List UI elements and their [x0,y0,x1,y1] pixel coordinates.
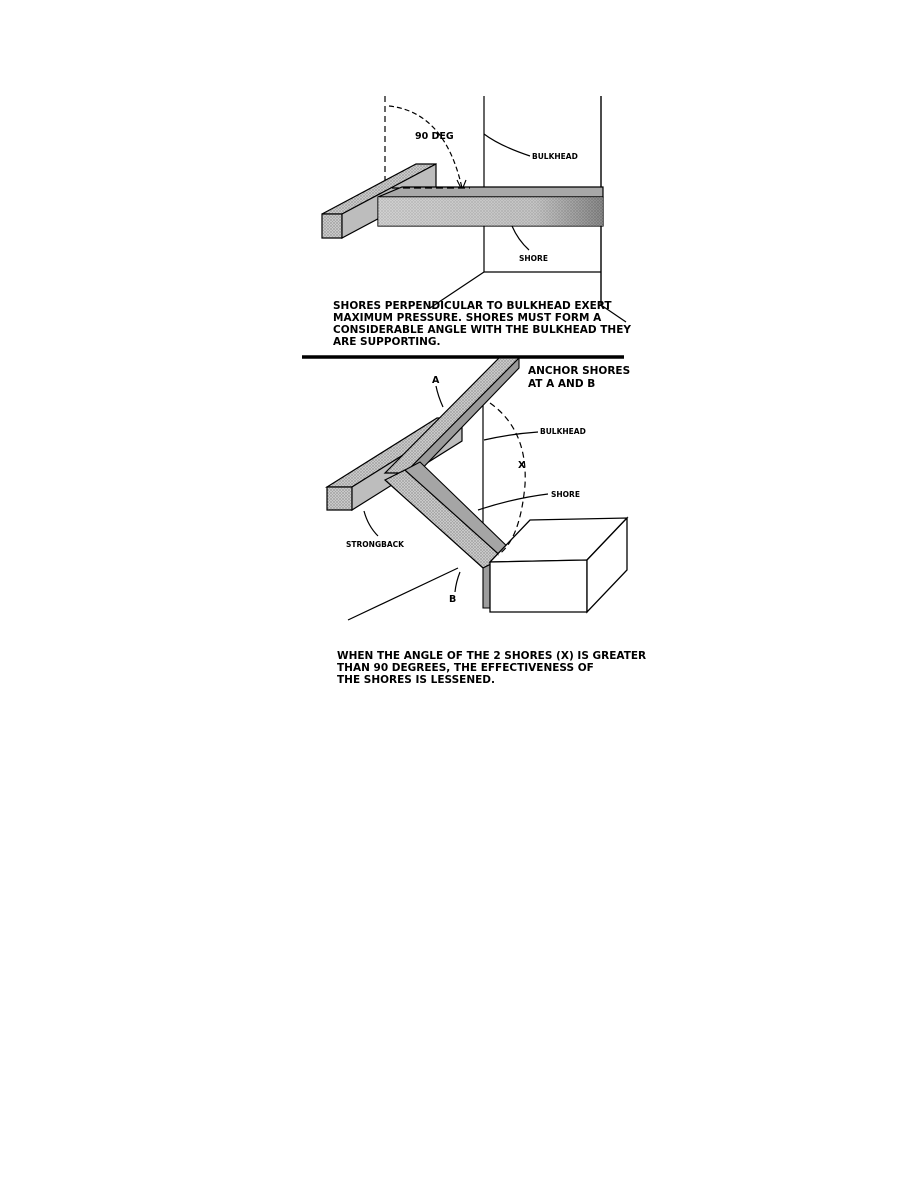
top-caption-line-4: ARE SUPPORTING. [333,336,441,348]
angle-x-label: X [518,460,526,471]
upper-shore-face [385,358,519,473]
strongback-end-face [322,214,342,238]
point-a-leader [436,386,443,407]
anchor-line-1: ANCHOR SHORES [528,365,631,377]
point-b-label: B [449,594,457,605]
shore-top-face [378,187,603,197]
top-caption-line-1: SHORES PERPENDICULAR TO BULKHEAD EXERT [333,300,612,312]
floor-edge-line [348,568,458,620]
angle-label: 90 DEG [415,131,454,142]
bottom-caption-line-3: THE SHORES IS LESSENED. [337,674,496,686]
bottom-caption-line-2: THAN 90 DEGREES, THE EFFECTIVENESS OF [337,662,594,674]
bottom-panel [327,358,646,686]
strongback-end-face [327,487,352,510]
anchor-line-2: AT A AND B [528,378,596,390]
bottom-caption-line-1: WHEN THE ANGLE OF THE 2 SHORES (X) IS GREATER [337,650,647,662]
shore-label: SHORE [519,254,548,263]
shore-leader [478,494,548,510]
top-caption-line-2: MAXIMUM PRESSURE. SHORES MUST FORM A [333,312,602,324]
bulkhead-label: BULKHEAD [532,152,578,161]
bulkhead-leader [484,134,530,156]
point-b-leader [455,572,460,592]
point-a-label: A [432,375,440,386]
shore-label: SHORE [551,490,580,499]
top-caption-line-3: CONSIDERABLE ANGLE WITH THE BULKHEAD THEY [333,324,631,336]
shore-texture [378,197,603,226]
top-panel [322,96,631,348]
strongback-leader [364,511,378,536]
bulkhead-leader [484,432,538,440]
deck-block-front [490,560,587,612]
upper-shore-side [405,358,519,478]
shore-leader [512,226,529,250]
strongback-label: STRONGBACK [346,540,404,549]
bulkhead-label: BULKHEAD [540,427,586,436]
